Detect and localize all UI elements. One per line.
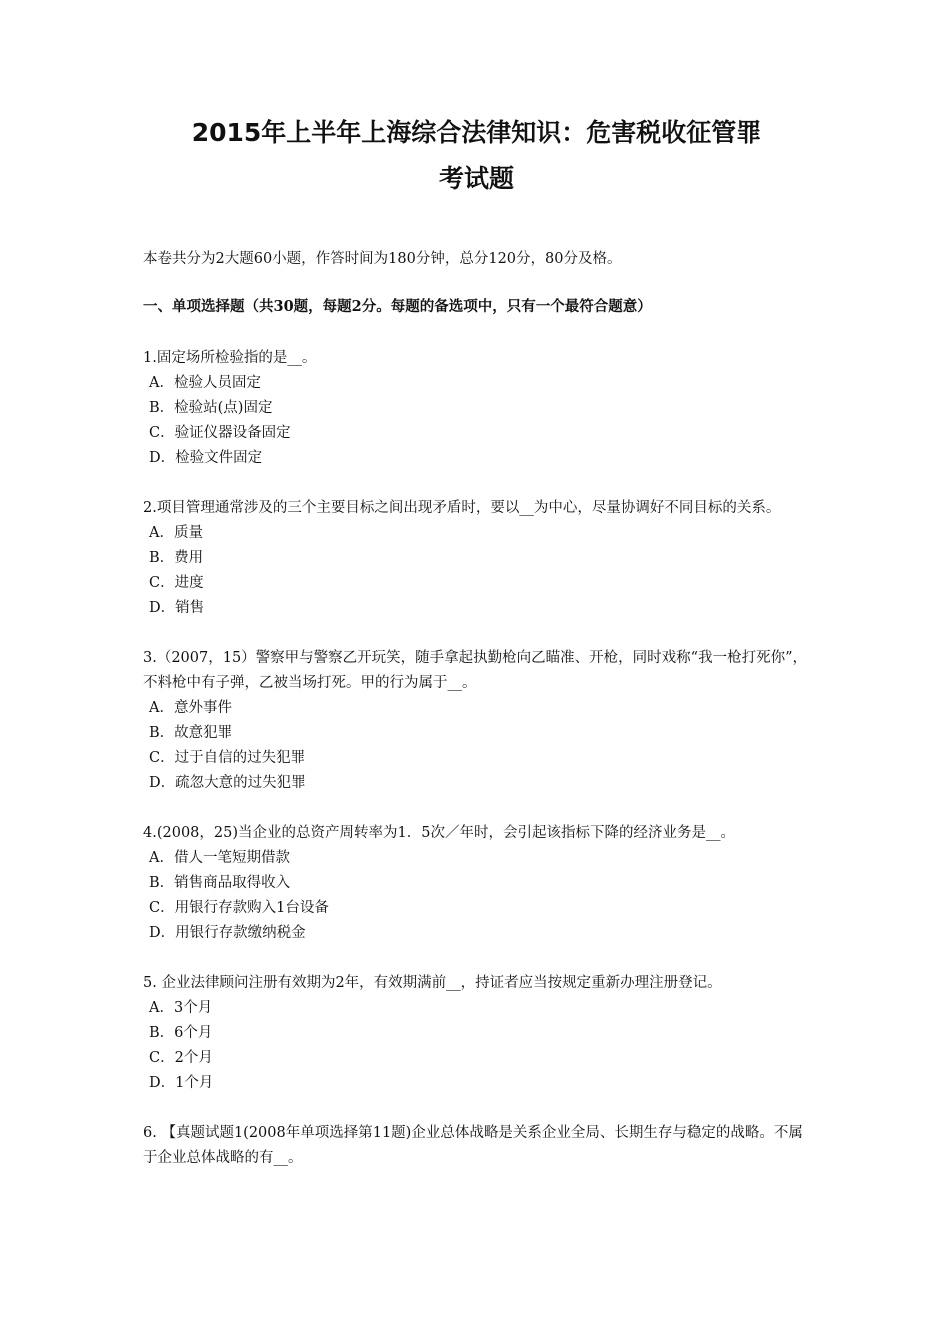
question-4: [143, 821, 810, 946]
section-heading: 一、单项选择题（共30题，每题2分。每题的备选项中，只有一个最符合题意）: [143, 298, 652, 315]
option-d: D．疏忽大意的过失犯罪: [149, 775, 306, 791]
question-stem: 4.(2008，25)当企业的总资产周转率为1．5次／年时，会引起该指标下降的经济业务是__。: [143, 825, 735, 841]
question-6: [143, 1121, 810, 1171]
option-a: A．检验人员固定: [149, 375, 261, 391]
exam-intro: 本卷共分为2大题60小题，作答时间为180分钟，总分120分，80分及格。: [143, 251, 622, 267]
document-title: [143, 110, 810, 202]
question-3: [143, 646, 810, 796]
option-c: C．验证仪器设备固定: [149, 425, 291, 441]
option-d: D．销售: [149, 600, 205, 616]
question-stem: 3.（2007，15）警察甲与警察乙开玩笑，随手拿起执勤枪向乙瞄准、开枪，同时戏称“我一枪打死你”，不料枪中有子弹，乙被当场打死。甲的行为属于__。: [143, 650, 808, 691]
option-b: B．故意犯罪: [149, 725, 233, 741]
option-c: C．用银行存款购入1台设备: [149, 900, 329, 916]
question-stem: 2.项目管理通常涉及的三个主要目标之间出现矛盾时，要以__为中心，尽量协调好不同目标的关系。: [143, 500, 781, 516]
option-a: A．质量: [149, 525, 203, 541]
option-b: B．费用: [149, 550, 204, 566]
option-list: [143, 371, 810, 471]
option-c: C．进度: [149, 575, 204, 591]
option-c: C．2个月: [149, 1050, 213, 1066]
option-list: [143, 521, 810, 621]
option-d: D．1个月: [149, 1075, 214, 1091]
question-2: [143, 496, 810, 621]
option-b: B．6个月: [149, 1025, 213, 1041]
option-d: D．检验文件固定: [149, 450, 263, 466]
option-a: A．借人一笔短期借款: [149, 850, 290, 866]
question-stem: 6. 【真题试题1(2008年单项选择第11题)企业总体战略是关系企业全局、长期生存与稳定的战略。不属于企业总体战略的有__。: [143, 1125, 803, 1166]
option-list: [143, 696, 810, 796]
option-d: D．用银行存款缴纳税金: [149, 925, 306, 941]
option-a: A．3个月: [149, 1000, 213, 1016]
question-stem: 1.固定场所检验指的是__。: [143, 350, 317, 366]
option-list: [143, 996, 810, 1096]
option-a: A．意外事件: [149, 700, 232, 716]
question-1: [143, 346, 810, 471]
question-5: [143, 971, 810, 1096]
question-list: [143, 346, 810, 1171]
question-stem: 5. 企业法律顾问注册有效期为2年，有效期满前__，持证者应当按规定重新办理注册登记。: [143, 975, 722, 991]
option-b: B．检验站(点)固定: [149, 400, 273, 416]
title-line-2: 考试题: [438, 164, 514, 193]
option-list: [143, 846, 810, 946]
option-b: B．销售商品取得收入: [149, 875, 291, 891]
title-line-1: 2015年上半年上海综合法律知识：危害税收征管罪: [191, 118, 762, 147]
option-c: C．过于自信的过失犯罪: [149, 750, 306, 766]
